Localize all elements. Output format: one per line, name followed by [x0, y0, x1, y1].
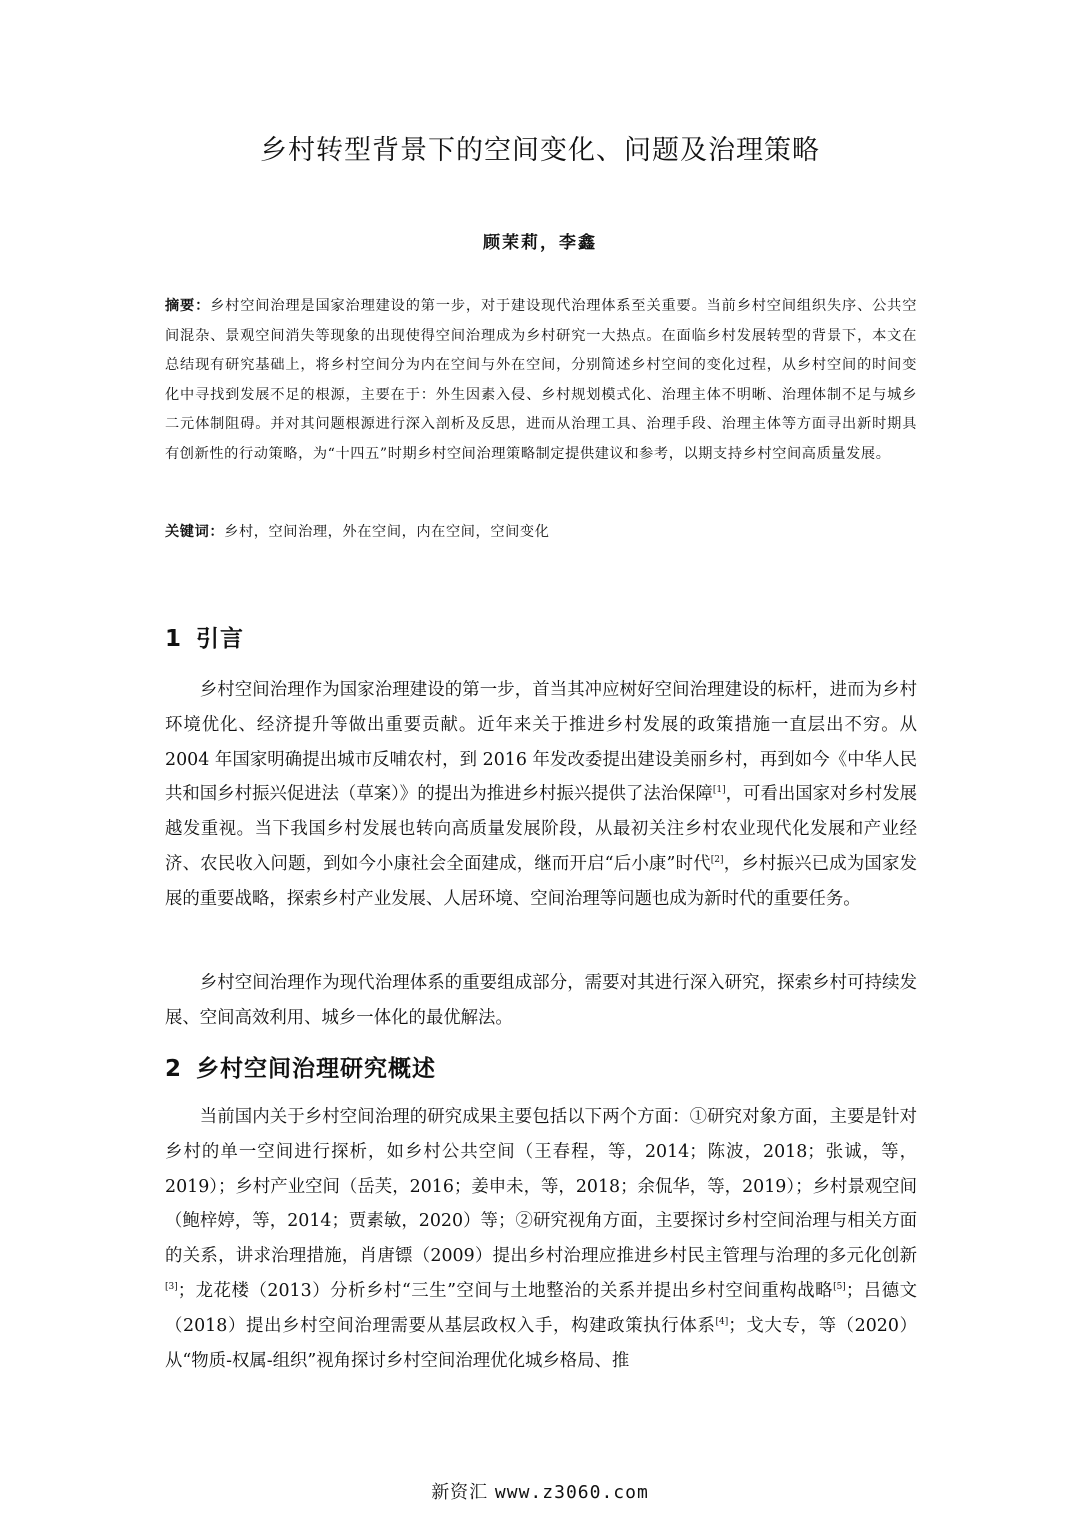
citation-ref[interactable]: [1]: [712, 785, 726, 796]
section-1-paragraph-2: 乡村空间治理作为现代治理体系的重要组成部分，需要对其进行深入研究，探索乡村可持续发展、空间高效利用、城乡一体化的最优解法。: [165, 973, 917, 1028]
abstract-text: 乡村空间治理是国家治理建设的第一步，对于建设现代治理体系至关重要。当前乡村空间组织失序、公共空间混杂、景观空间消失等现象的出现使得空间治理成为乡村研究一大热点。在面临乡村发展转型的背景下，本文在总结现有研究基础上，将乡村空间分为内在空间与外在空间，分别简述乡村空间的变化过程，从乡村空间的时间变化中寻找到发展不足的根源，主要在于：外生因素入侵、乡村规划模式化、治理主体不明晰、治理体制不足与城乡二元体制阻碍。并对其问题根源进行深入剖析及反思，进而从治理工具、治理手段、治理主体等方面寻出新时期具有创新性的行动策略，为“十四五”时期乡村空间治理策略制定提供建议和参考，以期支持乡村空间高质量发展。: [165, 298, 917, 462]
keywords-label: 关键词：: [165, 524, 225, 540]
section-1-title: 引言: [196, 626, 245, 652]
citation-ref[interactable]: [4]: [715, 1316, 729, 1327]
keywords-text: 乡村，空间治理，外在空间，内在空间，空间变化: [224, 524, 550, 540]
section-2-title: 乡村空间治理研究概述: [196, 1056, 437, 1082]
section-1-paragraph-1: [165, 673, 917, 917]
citation-ref[interactable]: [3]: [165, 1282, 178, 1293]
footer-site-name: 新资汇: [431, 1482, 489, 1503]
abstract-block: [165, 292, 917, 469]
paragraph-text: ；吕德文（2018）提出乡村空间治理需要从基层政权入手，构建政策执行体系: [165, 1280, 917, 1336]
footer-url[interactable]: www.z3060.com: [494, 1482, 649, 1503]
section-2-paragraph-1: [165, 1100, 917, 1378]
keywords-block: [165, 518, 917, 547]
section-2-number: 2: [165, 1056, 183, 1082]
abstract-label: 摘要：: [165, 298, 211, 314]
section-1-heading: [165, 620, 244, 653]
paragraph-text: ；龙花楼（2013）分析乡村“三生”空间与土地整治的关系并提出乡村空间重构战略: [177, 1280, 834, 1301]
paragraph-text: ，可看出国家对乡村发展越发重视。当下我国乡村发展也转向高质量发展阶段，从最初关注乡村农业现代化发展和产业经济、农民收入问题，到如今小康社会全面建成，继而开启“后小康”时代: [165, 784, 917, 874]
footer-watermark: [0, 1478, 1080, 1504]
citation-ref[interactable]: [2]: [710, 855, 724, 866]
author-list: 顾茉莉，李鑫: [483, 233, 597, 253]
paragraph-text: 当前国内关于乡村空间治理的研究成果主要包括以下两个方面：①研究对象方面，主要是针对乡村的单一空间进行探析，如乡村公共空间（王春程，等，2014；陈波，2018；张诚，等，2019）；乡村产业空间（岳芙，2016；姜申未，等，2018；余侃华，等，2019）；乡村景观空间（鲍梓婷，等，2014；贾素敏，2020）等；②研究视角方面，主要探讨乡村空间治理与相关方面的关系，讲求治理措施，肖唐镖（2009）提出乡村治理应推进乡村民主管理与治理的多元化创新: [165, 1107, 917, 1267]
paragraph-text: 乡村空间治理作为国家治理建设的第一步，首当其冲应树好空间治理建设的标杆，进而为乡村环境优化、经济提升等做出重要贡献。近年来关于推进乡村发展的政策措施一直层出不穷。从 2004 年国家明确提出城市反哺农村，到 2016 年发改委提出建设美丽乡村，再到如今《中华人民共和国乡村振兴促进法（草案）》的提出为推进乡村振兴提供了法治保障: [165, 680, 917, 805]
paragraph-text: ，乡村振兴已成为国家发展的重要战略，探索乡村产业发展、人居环境、空间治理等问题也成为新时代的重要任务。: [165, 853, 917, 909]
citation-ref[interactable]: [5]: [833, 1282, 846, 1293]
paper-title: 乡村转型背景下的空间变化、问题及治理策略: [260, 135, 820, 166]
section-1-number: 1: [165, 626, 183, 652]
paragraph-text: ；戈大专，等（2020）从“物质-权属-组织”视角探讨乡村空间治理优化城乡格局、推: [165, 1315, 917, 1371]
section-2-heading: [165, 1050, 436, 1083]
